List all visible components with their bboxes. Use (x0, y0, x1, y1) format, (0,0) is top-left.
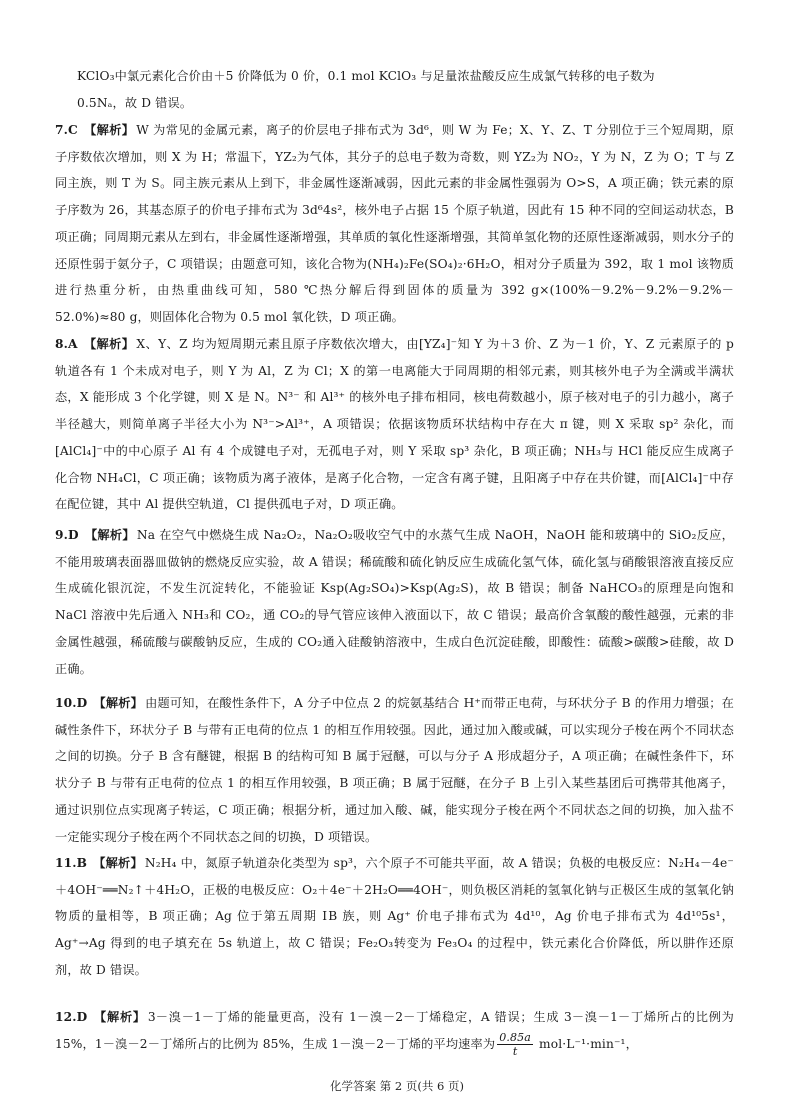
fraction-denominator: t (512, 1044, 518, 1058)
item-text: X、Y、Z 均为短周期元素且原子序数依次增大，由[YZ₄]⁻知 Y 为＋3 价、Z 为－1 价，Y、Z 元素原子的 p 轨道各有 1 个未成对电子，则 Y 为 Al，Z 为 Cl；X 的第一电离能大于同周期的相邻元素，则其核外电子为全满或半满状态，X 能形成 3 个化学键，则 X 是 N。N³⁻ 和 Al³⁺ 的核外电子排布相同，核电荷数越小，原子核对电子的引力越小，离子半径越大，则简单离子半径大小为 N³⁻>Al³⁺，A 项错误；依据该物质环状结构中存在大 π 键，则 X 采取 sp² 杂化，而[AlCl₄]⁻中的中心原子 Al 有 4 个成键电子对，无孤电子对，则 Y 采取 sp³ 杂化，B 项正确；NH₃与 HCl 能反应生成离子化合物 NH₄Cl，C 项正确；该物质为离子液体，是离子化合物，一定含有离子键，且阳离子中存在共价键，而[AlCl₄]⁻中存在配位键，其中 Al 提供空轨道，Cl 提供孤电子对，D 项正确。 (55, 337, 734, 512)
item-9 (55, 522, 734, 682)
item-text: Na 在空气中燃烧生成 Na₂O₂，Na₂O₂吸收空气中的水蒸气生成 NaOH，NaOH 能和玻璃中的 SiO₂反应，不能用玻璃表面器皿做钠的燃烧反应实验，故 A 错误；稀硫酸和硫化钠反应生成硫化氢气体，硫化氢与硝酸银溶液直接反应生成硫化银沉淀，不发生沉淀转化，不能验证 Ksp(Ag₂SO₄)>Ksp(Ag₂S)，故 B 错误；制备 NaHCO₃的原理是向饱和 NaCl 溶液中先后通入 NH₃和 CO₂，通 CO₂的导气管应该伸入液面以下，故 C 错误；最高价含氧酸的酸性越强，元素的非金属性越强，稀硫酸与碳酸钠反应，生成的 CO₂通入硅酸钠溶液中，生成白色沉淀硅酸，即酸性：硫酸>碳酸>硅酸，故 D 正确。 (55, 528, 734, 676)
item-10 (55, 690, 734, 850)
item-8 (55, 331, 734, 518)
analysis-tag: 【解析】 (84, 123, 135, 137)
analysis-tag: 【解析】 (94, 1010, 146, 1024)
intro-line-2: 0.5Nₐ，故 D 错误。 (77, 95, 193, 110)
intro-paragraph (77, 63, 734, 116)
analysis-tag: 【解析】 (93, 856, 143, 870)
item-number: 9.D (55, 528, 79, 542)
item-text: 由题可知，在酸性条件下，A 分子中位点 2 的烷氨基结合 H⁺而带正电荷，与环状分子 B 的作用力增强；在碱性条件下，环状分子 B 与带有正电荷的位点 1 的相互作用较强。因此，通过加入酸或碱，可以实现分子梭在两个不同状态之间的切换。分子 B 含有醚键，根据 B 的结构可知 B 属于冠醚，可以与分子 A 形成超分子，A 项正确；在碱性条件下，环状分子 B 与带有正电荷的位点 1 的相互作用较强，B 项正确；B 属于冠醚，在分子 B 上引入某些基团后可携带其他离子，通过识别位点实现离子转运，C 项正确；根据分析，通过加入酸、碱，能实现分子梭在两个不同状态之间的切换，加入盐不一定能实现分子梭在两个不同状态之间的切换，D 项错误。 (55, 696, 734, 844)
item-11 (55, 850, 734, 984)
analysis-tag: 【解析】 (84, 528, 135, 542)
item-text: 3－溴－1－丁烯的能量更高，没有 1－溴－2－丁烯稳定，A 错误；生成 3－溴－1－丁烯所占的比例为 15%，1－溴－2－丁烯所占的比例为 85%，生成 1－溴－2－丁烯的平均速率为 (55, 1010, 735, 1051)
item-number: 10.D (55, 696, 88, 710)
item-number: 8.A (55, 337, 78, 351)
rate-fraction (497, 1031, 533, 1058)
analysis-tag: 【解析】 (93, 696, 144, 710)
intro-line-1: KClO₃中氯元素化合价由＋5 价降低为 0 价，0.1 mol KClO₃ 与足量浓盐酸反应生成氯气转移的电子数为 (77, 69, 655, 83)
fraction-numerator: 0.85a (499, 1030, 532, 1044)
item-text: N₂H₄ 中，氮原子轨道杂化类型为 sp³，六个原子不可能共平面，故 A 错误；负极的电极反应：N₂H₄－4e⁻＋4OH⁻══N₂↑＋4H₂O，正极的电极反应：O₂＋4e⁻＋2H₂O══4OH⁻，则负极区消耗的氢氧化钠与正极区生成的氢氧化钠物质的量相等，B 项正确；Ag 位于第五周期 ⅠB 族，则 Ag⁺ 价电子排布式为 4d¹⁰，Ag 价电子排布式为 4d¹⁰5s¹，Ag⁺→Ag 得到的电子填充在 5s 轨道上，故 C 错误；Fe₂O₃转变为 Fe₃O₄ 的过程中，铁元素化合价降低，所以肼作还原剂，故 D 错误。 (55, 856, 735, 977)
item-text: W 为常见的金属元素，离子的价层电子排布式为 3d⁶，则 W 为 Fe；X、Y、Z、T 分别位于三个短周期，原子序数依次增加，则 X 为 H；常温下，YZ₂为气体，其分子的总电子数为奇数，则 YZ₂为 NO₂，Y 为 N，Z 为 O；T 与 Z 同主族，则 T 为 S。同主族元素从上到下，非金属性逐渐减弱，因此元素的非金属性强弱为 O>S，A 项正确；铁元素的原子序数为 26，其基态原子的价电子排布式为 3d⁶4s²，核外电子占据 15 个原子轨道，因此有 15 种不同的空间运动状态，B 项正确；同周期元素从左到右，非金属性逐渐增强，其单质的氧化性逐渐增强，其简单氢化物的还原性逐渐减弱，则水分子的还原性弱于氨分子，C 项错误；由题意可知，该化合物为(NH₄)₂Fe(SO₄)₂·6H₂O，相对分子质量为 392，取 1 mol 该物质进行热重分析，由热重曲线可知，580 ℃热分解后得到固体的质量为 392 g×(100%－9.2%－9.2%－9.2%－52.0%)≈80 g，则固体化合物为 0.5 mol 氧化铁，D 项正确。 (55, 123, 735, 324)
page-footer: 化学答案 第 2 页(共 6 页) (330, 1079, 464, 1093)
item-number: 12.D (55, 1010, 88, 1024)
analysis-tag: 【解析】 (83, 337, 135, 351)
item-number: 7.C (55, 123, 78, 137)
item-12 (55, 1004, 734, 1058)
item-text-after: mol·L⁻¹·min⁻¹， (535, 1036, 638, 1051)
item-7 (55, 117, 734, 331)
item-number: 11.B (55, 856, 88, 870)
